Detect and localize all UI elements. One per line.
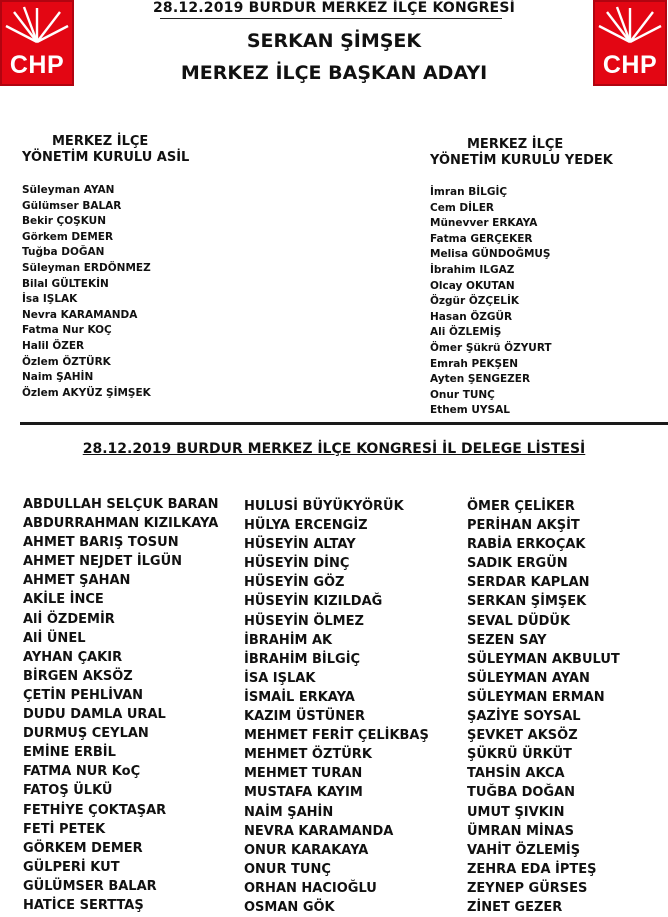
delegate-name: Alİ ÖZDEMİR xyxy=(23,611,115,627)
delegate-name: Alİ ÜNEL xyxy=(23,630,86,646)
yedek-member: İbrahim ILGAZ xyxy=(430,263,515,276)
delegate-name: SEZEN SAY xyxy=(467,632,547,648)
delegate-name: DURMUŞ CEYLAN xyxy=(23,726,149,742)
yedek-member: Ömer Şükrü ÖZYURT xyxy=(430,341,552,354)
yedek-heading-line1: MERKEZ İLÇE xyxy=(467,137,564,152)
delegate-name: SERKAN ŞİMŞEK xyxy=(467,594,587,610)
delegate-name: FATOŞ ÜLKÜ xyxy=(23,783,113,799)
asil-member: Nevra KARAMANDA xyxy=(22,308,138,321)
delegate-name: SADIK ERGÜN xyxy=(467,556,568,572)
delegate-name: HÜSEYİN ALTAY xyxy=(244,537,356,553)
yedek-member: Hasan ÖZGÜR xyxy=(430,310,513,323)
delegate-column-3 xyxy=(467,497,620,917)
delegate-name: ZEHRA EDA İPTEŞ xyxy=(467,861,597,877)
yedek-member: Olcay OKUTAN xyxy=(430,279,515,292)
delegate-name: ZEYNEP GÜRSES xyxy=(467,880,588,896)
delegate-name: SERDAR KAPLAN xyxy=(467,575,590,591)
delegate-name: İSA IŞLAK xyxy=(244,670,316,686)
delegate-name: HÜSEYİN ÖLMEZ xyxy=(244,613,364,629)
candidate-name: SERKAN ŞİMŞEK xyxy=(246,30,422,52)
delegate-list-title: 28.12.2019 BURDUR MERKEZ İLÇE KONGRESİ İL DELEGE LİSTESİ xyxy=(82,441,586,457)
delegate-name: NEVRA KARAMANDA xyxy=(244,823,394,839)
delegate-name: EMİNE ERBİL xyxy=(23,745,116,761)
asil-member: Görkem DEMER xyxy=(22,230,114,243)
yedek-member: İmran BİLGİÇ xyxy=(430,186,508,198)
delegate-name: GÖRKEM DEMER xyxy=(23,840,143,856)
yedek-member: Emrah PEKŞEN xyxy=(430,357,519,370)
delegate-name: TAHSİN AKCA xyxy=(467,766,565,782)
yedek-member: Fatma GERÇEKER xyxy=(430,232,533,245)
delegate-name: AKİLE İNCE xyxy=(23,592,104,608)
delegate-name: AHMET NEJDET İLGÜN xyxy=(23,554,183,570)
asil-member: Süleyman ERDÖNMEZ xyxy=(22,261,151,274)
yedek-heading-line2: YÖNETİM KURULU YEDEK xyxy=(430,153,613,168)
yedek-heading xyxy=(430,137,613,169)
delegate-name: ABDULLAH SELÇUK BARAN xyxy=(23,497,219,512)
yedek-member: Ayten ŞENGEZER xyxy=(430,373,531,386)
yedek-member: Münevver ERKAYA xyxy=(430,217,538,230)
asil-member: Özlem AKYÜZ ŞİMŞEK xyxy=(22,386,151,399)
delegate-column-1 xyxy=(23,495,219,915)
delegate-name: GÜLÜMSER BALAR xyxy=(23,878,157,894)
title-underline xyxy=(160,18,502,19)
delegate-name: SEVAL DÜDÜK xyxy=(467,613,571,629)
delegate-name: ŞEVKET AKSÖZ xyxy=(467,728,578,744)
delegate-name: PERİHAN AKŞİT xyxy=(467,518,580,534)
delegate-name: HÜSEYİN DİNÇ xyxy=(244,556,350,572)
yedek-member-list xyxy=(430,185,552,419)
delegate-name: TUĞBA DOĞAN xyxy=(467,785,576,801)
delegate-name: İBRAHİM BİLGİÇ xyxy=(244,651,361,667)
delegate-name: GÜLPERİ KUT xyxy=(23,859,120,875)
asil-member: Halil ÖZER xyxy=(22,339,85,352)
yedek-member: Ali ÖZLEMİŞ xyxy=(430,326,502,339)
delegate-name: MEHMET ÖZTÜRK xyxy=(244,747,372,763)
delegate-name: AYHAN ÇAKIR xyxy=(23,649,123,665)
delegate-name: HÜSEYİN GÖZ xyxy=(244,575,345,591)
delegate-name: ZİNET GEZER xyxy=(467,899,563,915)
delegate-name: SÜLEYMAN ERMAN xyxy=(467,689,605,705)
asil-heading-line1: MERKEZ İLÇE xyxy=(52,134,149,149)
logo-text: CHP xyxy=(9,51,65,79)
delegate-column-2 xyxy=(244,497,429,917)
delegate-name: ORHAN HACIOĞLU xyxy=(244,880,377,896)
asil-member: Naim ŞAHİN xyxy=(22,371,94,384)
candidate-role: MERKEZ İLÇE BAŞKAN ADAYI xyxy=(180,62,488,84)
delegate-name: MUSTAFA KAYIM xyxy=(244,785,363,801)
logo-text: CHP xyxy=(602,51,658,79)
asil-member: Fatma Nur KOÇ xyxy=(22,324,112,337)
asil-member: Süleyman AYAN xyxy=(22,184,115,196)
delegate-name: ÜMRAN MİNAS xyxy=(467,823,575,839)
yedek-member: Cem DİLER xyxy=(430,201,494,214)
section-divider xyxy=(20,422,668,425)
delegate-name: ŞÜKRÜ ÜRKÜT xyxy=(467,747,572,763)
yedek-member: Ethem UYSAL xyxy=(430,404,510,417)
delegate-name: BİRGEN AKSÖZ xyxy=(23,668,133,684)
yedek-member: Onur TUNÇ xyxy=(430,388,495,401)
delegate-name: UMUT ŞIVKIN xyxy=(467,804,565,820)
delegate-name: SÜLEYMAN AKBULUT xyxy=(467,651,620,667)
asil-member: Özlem ÖZTÜRK xyxy=(22,355,111,368)
delegate-name: ÇETİN PEHLİVAN xyxy=(23,687,144,703)
delegate-name: FATMA NUR KoÇ xyxy=(23,764,141,780)
asil-member: Bekir ÇOŞKUN xyxy=(22,215,106,228)
delegate-name: DUDU DAMLA URAL xyxy=(23,707,166,723)
asil-member-list xyxy=(22,183,151,401)
delegate-name: KAZIM ÜSTÜNER xyxy=(244,709,365,725)
asil-member: Gülümser BALAR xyxy=(22,199,122,212)
delegate-name: İSMAİL ERKAYA xyxy=(244,689,355,705)
asil-heading xyxy=(22,134,189,166)
delegate-name: HÜSEYİN KIZILDAĞ xyxy=(244,594,383,610)
delegate-name: HATİCE SERTTAŞ xyxy=(23,897,144,913)
delegate-name: HULUSİ BÜYÜKYÖRÜK xyxy=(244,499,404,514)
asil-member: Bilal GÜLTEKİN xyxy=(22,277,109,290)
yedek-member: Özgür ÖZÇELİK xyxy=(430,295,520,308)
delegate-name: AHMET BARIŞ TOSUN xyxy=(23,535,179,551)
delegate-name: ŞAZİYE SOYSAL xyxy=(467,709,581,725)
delegate-name: ONUR KARAKAYA xyxy=(244,842,369,858)
delegate-name: HÜLYA ERCENGİZ xyxy=(244,518,368,534)
asil-member: İsa IŞLAK xyxy=(22,293,78,306)
delegate-name: ÖMER ÇELİKER xyxy=(467,499,575,514)
delegate-name: AHMET ŞAHAN xyxy=(23,573,131,589)
asil-heading-line2: YÖNETİM KURULU ASİL xyxy=(22,150,190,165)
delegate-name: MEHMET TURAN xyxy=(244,766,363,782)
delegate-name: VAHİT ÖZLEMİŞ xyxy=(467,842,581,858)
delegate-name: MEHMET FERİT ÇELİKBAŞ xyxy=(244,728,429,744)
delegate-name: İBRAHİM AK xyxy=(244,632,333,648)
delegate-name: SÜLEYMAN AYAN xyxy=(467,670,590,686)
delegate-name: OSMAN GÖK xyxy=(244,899,335,915)
congress-title: 28.12.2019 BURDUR MERKEZ İLÇE KONGRESİ xyxy=(152,0,516,16)
yedek-member: Melisa GÜNDOĞMUŞ xyxy=(430,248,551,261)
delegate-name: ONUR TUNÇ xyxy=(244,861,331,877)
delegate-name: FETİ PETEK xyxy=(23,821,106,837)
delegate-name: ABDURRAHMAN KIZILKAYA xyxy=(23,516,219,532)
delegate-name: NAİM ŞAHİN xyxy=(244,804,334,820)
delegate-name: RABİA ERKOÇAK xyxy=(467,537,586,553)
asil-member: Tuğba DOĞAN xyxy=(22,246,105,259)
delegate-name: FETHİYE ÇOKTAŞAR xyxy=(23,802,167,818)
